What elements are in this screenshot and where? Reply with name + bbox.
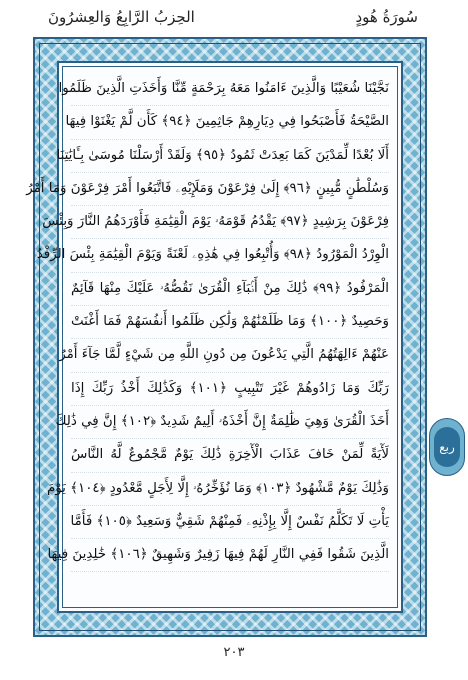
text-line: وَسُلْطَٰنٍ مُّبِينٍ ﴿٩٦﴾ إِلَىٰ فِرْعَوْنَ وَمَلَإِيْهِۦ فَاتَّبَعُوا أَمْرَ فِرْعَوْنَ وَمَا أَمْرُ	[71, 173, 389, 206]
page-number: ٢٠٣	[223, 645, 245, 660]
text-line: أَخَذَ الْقُرَىٰ وَهِيَ ظَٰلِمَةٌ إِنَّ أَخْذَهُۥ أَلِيمٌ شَدِيدٌ ﴿١٠٢﴾ إِنَّ فِي ذَٰلِكَ	[71, 406, 389, 439]
rub-marker	[429, 418, 465, 476]
text-line: وَذَٰلِكَ يَوْمٌ مَّشْهُودٌ ﴿١٠٣﴾ وَمَا نُؤَخِّرُهُۥ إِلَّا لِأَجَلٍ مَّعْدُودٍ ﴿١٠٤﴾ يَوْمَ	[71, 473, 389, 506]
text-line: فِرْعَوْنَ بِرَشِيدٍ ﴿٩٧﴾ يَقْدُمُ قَوْمَهُۥ يَوْمَ الْقِيَٰمَةِ فَأَوْرَدَهُمُ النَّارَ وَبِئْسَ	[71, 206, 389, 239]
ornamental-frame	[26, 37, 427, 637]
hizb-header: الحِزبُ الرَّابِعُ وَالعِشرُونَ	[48, 8, 195, 26]
text-line: نَجَّيْنَا شُعَيْبًا وَالَّذِينَ ءَامَنُوا مَعَهُ بِرَحْمَةٍ مِّنَّا وَأَخَذَتِ الَّذِينَ ظَلَمُوا	[71, 73, 389, 106]
text-line: لَأٓيَةً لِّمَنْ خَافَ عَذَابَ الْأٓخِرَةِ ذَٰلِكَ يَوْمٌ مَّجْمُوعٌ لَّهُ النَّاسُ	[71, 439, 389, 472]
text-panel	[26, 61, 403, 613]
surah-name-header: سُورَةُ هُودٍ	[355, 8, 418, 26]
rub-marker-label: ربع	[434, 427, 460, 467]
text-line: الْوِرْدُ الْمَوْرُودُ ﴿٩٨﴾ وَأُتْبِعُوا فِي هَٰذِهِۦ لَعْنَةً وَيَوْمَ الْقِيَٰمَةِ بِئْسَ الرِّفْدُ	[71, 239, 389, 272]
text-line: الَّذِينَ شَقُوا فَفِي النَّارِ لَهُمْ فِيهَا زَفِيرٌ وَشَهِيقٌ ﴿١٠٦﴾ خَٰلِدِينَ فِيهَا	[71, 539, 389, 572]
text-line: رَبِّكَ وَمَا زَادُوهُمْ غَيْرَ تَتْبِيبٍ ﴿١٠١﴾ وَكَذَٰلِكَ أَخْذُ رَبِّكَ إِذَا	[71, 373, 389, 406]
text-line: وَحَصِيدٌ ﴿١٠٠﴾ وَمَا ظَلَمْنَٰهُمْ وَلَٰكِن ظَلَمُوا أَنفُسَهُمْ فَمَا أَغْنَتْ	[71, 306, 389, 339]
text-line: يَأْتِ لَا تَكَلَّمُ نَفْسٌ إِلَّا بِإِذْنِهِۦ فَمِنْهُمْ شَقِيٌّ وَسَعِيدٌ ﴿١٠٥﴾ فَأَمَّا	[71, 506, 389, 539]
quran-text-block	[26, 73, 390, 572]
text-line: عَنْهُمْ ءَالِهَتُهُمُ الَّتِي يَدْعُونَ مِن دُونِ اللَّهِ مِن شَيْءٍ لَّمَّا جَآءَ أَمْرُ	[71, 339, 389, 372]
text-line: أَلَا بُعْدًا لِّمَدْيَنَ كَمَا بَعِدَتْ ثَمُودُ ﴿٩٥﴾ وَلَقَدْ أَرْسَلْنَا مُوسَىٰ بِـَٔايَٰتِنَا	[71, 140, 389, 173]
text-line: الصَّيْحَةُ فَأَصْبَحُوا فِي دِيَارِهِمْ جَاثِمِينَ ﴿٩٤﴾ كَأَن لَّمْ يَغْنَوْا فِيهَا	[71, 106, 389, 139]
text-line: الْمَرْفُودُ ﴿٩٩﴾ ذَٰلِكَ مِنْ أَنۢبَآءِ الْقُرَىٰ نَقُصُّهُۥ عَلَيْكَ مِنْهَا قَآئِمٌ	[71, 273, 389, 306]
